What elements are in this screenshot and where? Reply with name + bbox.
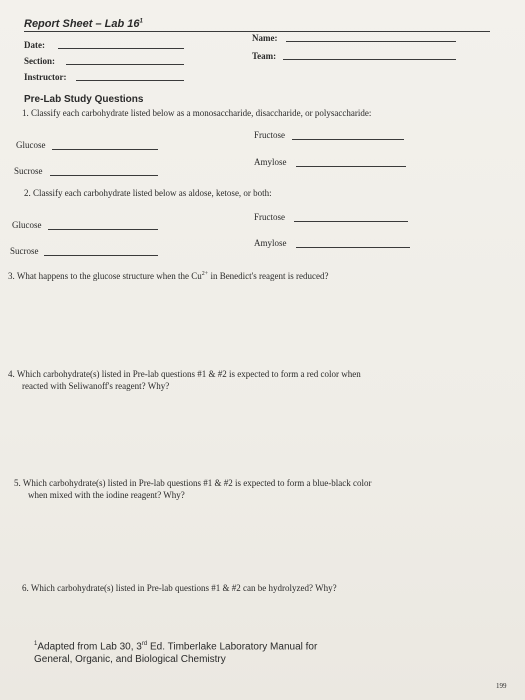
q2-fructose-line[interactable] bbox=[294, 221, 408, 222]
section-line[interactable] bbox=[66, 64, 184, 65]
report-title: Report Sheet – Lab $16^1$ bbox=[24, 18, 143, 30]
instructor-line[interactable] bbox=[76, 80, 184, 81]
section-label: Section: bbox=[24, 56, 55, 66]
q2-glucose-line[interactable] bbox=[48, 229, 158, 230]
q6-answer-area[interactable] bbox=[4, 598, 520, 628]
question-2: 2. Classify each carbohydrate listed below as aldose, ketose, or both: bbox=[24, 188, 272, 198]
team-line[interactable] bbox=[283, 59, 456, 60]
question-1: 1. Classify each carbohydrate listed below as a monosaccharide, disaccharide, or polysaccharide: bbox=[22, 108, 372, 118]
question-4-line-2: reacted with Seliwanoff's reagent? Why? bbox=[22, 381, 170, 391]
q1-fructose-label: Fructose bbox=[254, 130, 285, 140]
q3-answer-area[interactable] bbox=[4, 287, 520, 367]
prelab-heading: Pre-Lab Study Questions bbox=[24, 94, 144, 105]
date-label: Date: bbox=[24, 40, 45, 50]
q2-glucose-label: Glucose bbox=[12, 220, 42, 230]
q2-sucrose-label: Sucrose bbox=[10, 246, 39, 256]
q2-amylose-label: Amylose bbox=[254, 238, 287, 248]
question-5-line-1: 5. Which carbohydrate(s) listed in Pre-lab questions #1 & #2 is expected to form a blue-black color bbox=[14, 478, 372, 488]
q1-fructose-line[interactable] bbox=[292, 139, 404, 140]
q4-answer-area[interactable] bbox=[4, 396, 520, 474]
question-3: 3. What happens to the glucose structure when the $Cu^{2+}$ in Benedict's reagent is reduced? bbox=[8, 271, 329, 281]
name-label: Name: bbox=[252, 33, 278, 43]
q1-amylose-label: Amylose bbox=[254, 157, 287, 167]
footnote: $^1$Adapted from Lab 30, 3rd Ed. Timberlake Laboratory Manual for General, Organic, and Biological Chemistry bbox=[34, 641, 318, 666]
q5-answer-area[interactable] bbox=[4, 505, 520, 580]
instructor-label: Instructor: bbox=[24, 72, 67, 82]
q1-amylose-line[interactable] bbox=[296, 166, 406, 167]
page-number: 199 bbox=[496, 682, 507, 690]
q1-sucrose-label: Sucrose bbox=[14, 166, 43, 176]
q1-glucose-label: Glucose bbox=[16, 140, 46, 150]
q2-amylose-line[interactable] bbox=[296, 247, 410, 248]
name-line[interactable] bbox=[286, 41, 456, 42]
title-rule bbox=[24, 31, 490, 32]
question-6: 6. Which carbohydrate(s) listed in Pre-lab questions #1 & #2 can be hydrolyzed? Why? bbox=[22, 583, 337, 593]
q2-fructose-label: Fructose bbox=[254, 212, 285, 222]
q1-sucrose-line[interactable] bbox=[50, 175, 158, 176]
date-line[interactable] bbox=[58, 48, 184, 49]
team-label: Team: bbox=[252, 51, 277, 61]
q2-sucrose-line[interactable] bbox=[44, 255, 158, 256]
question-4-line-1: 4. Which carbohydrate(s) listed in Pre-lab questions #1 & #2 is expected to form a red color when bbox=[8, 369, 361, 379]
q1-glucose-line[interactable] bbox=[52, 149, 158, 150]
question-5-line-2: when mixed with the iodine reagent? Why? bbox=[28, 490, 185, 500]
